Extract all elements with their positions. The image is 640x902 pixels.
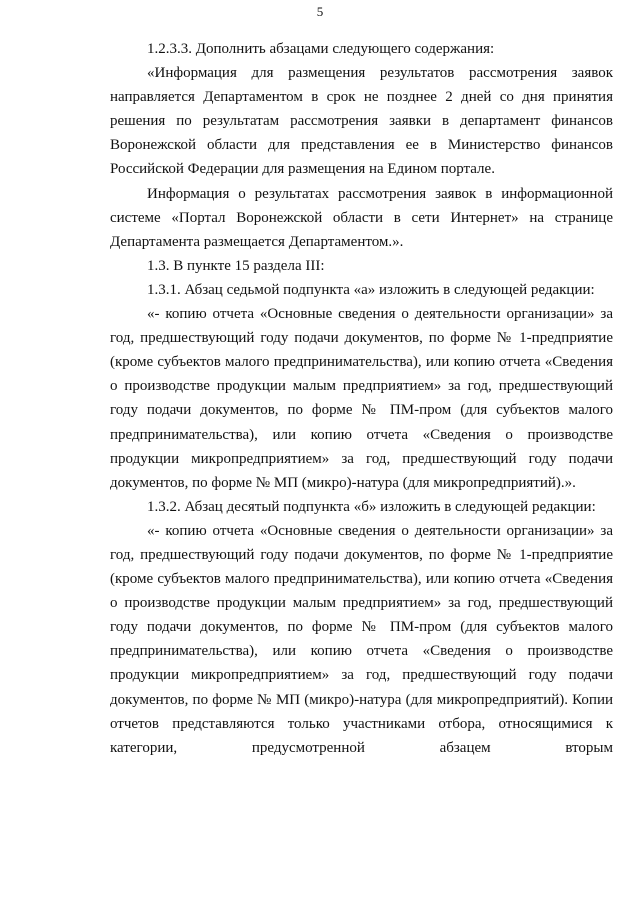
paragraph-report-copy-b: «- копию отчета «Основные сведения о деятельности организации» за год, предшествующий году подачи документов, по форме № 1-предприятие (кроме субъектов малого предпринимательства), или копию отчета «Сведения о производстве продукции малым предприятием» за год, предшествующий году подачи документов, по форме № ПМ-пром (для субъектов малого предпринимательства), или копию отчета «Сведения о производстве продукции микропредприятием» за год, предшествующий году подачи документов, по форме № МП (микро)-натура (для микропредприятий). Копии отчетов представляются только участниками отбора, относящимися к категории, предусмотренной абзацем вторым [110,522,613,756]
paragraph-1-3-1: 1.3.1. Абзац седьмой подпункта «а» изложить в следующей редакции: [147,281,595,298]
paragraph-report-copy-a: «- копию отчета «Основные сведения о деятельности организации» за год, предшествующий году подачи документов, по форме № 1-предприятие (кроме субъектов малого предпринимательства), или копию отчета «Сведения о производстве продукции малым предприятием» за год, предшествующий году подачи документов, по форме № ПМ-пром (для субъектов малого предпринимательства), или копию отчета «Сведения о производстве продукции микропредприятием» за год, предшествующий году подачи документов, по форме № МП (микро)-натура (для микропредприятий).». [110,306,613,491]
page-number: 5 [316,4,324,19]
paragraph-info-placement: «Информация для размещения результатов рассмотрения заявок направляется Департаментом в срок не позднее 2 дней со дня принятия решения по результатам рассмотрения заявки в департамент финансов Воронежской области для представления ее в Министерство финансов Российской Федерации для размещения на Едином портале. [110,65,613,178]
paragraph-1-2-3-3: 1.2.3.3. Дополнить абзацами следующего содержания: [147,41,495,57]
paragraph-info-results: Информация о результатах рассмотрения заявок в информационной системе «Портал Воронежской области в сети Интернет» на странице Департамента размещается Департаментом.». [110,185,613,250]
document-body [110,37,613,760]
paragraph-1-3: 1.3. В пункте 15 раздела III: [147,257,325,274]
paragraph-1-3-2: 1.3.2. Абзац десятый подпункта «б» изложить в следующей редакции: [147,498,596,515]
